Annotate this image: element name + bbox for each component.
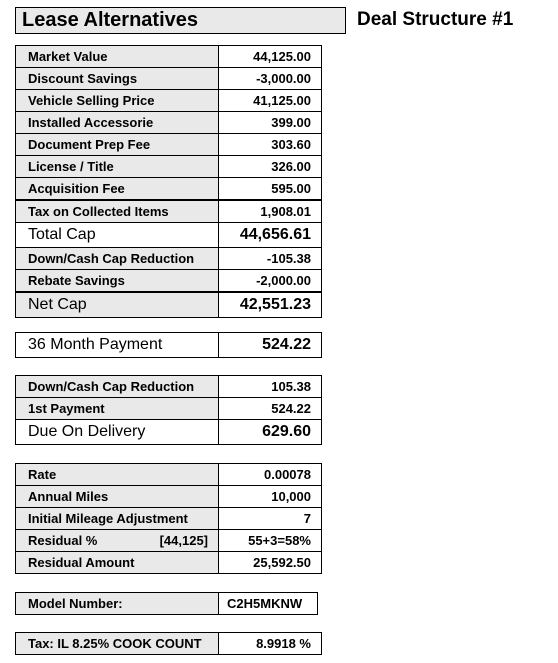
table-row — [16, 200, 322, 223]
tax-value: 8.9918 % — [219, 633, 322, 655]
acquisition-fee-value: 595.00 — [219, 178, 322, 201]
table-row — [16, 156, 322, 178]
table-row — [16, 486, 322, 508]
delivery-down-label: Down/Cash Cap Reduction — [16, 376, 219, 398]
tax-collected-items-value: 1,908.01 — [219, 200, 322, 223]
tax-table — [15, 632, 322, 655]
table-row — [16, 508, 322, 530]
table-row — [16, 292, 322, 318]
annual-miles-label: Annual Miles — [16, 486, 219, 508]
first-payment-label: 1st Payment — [16, 398, 219, 420]
table-row — [16, 46, 322, 68]
first-payment-value: 524.22 — [219, 398, 322, 420]
rate-label: Rate — [16, 464, 219, 486]
table-row — [16, 248, 322, 270]
total-cap-value: 44,656.61 — [219, 223, 322, 248]
residual-percent-label: Residual % — [28, 533, 98, 548]
table-row — [16, 112, 322, 134]
table-row — [16, 68, 322, 90]
acquisition-fee-label: Acquisition Fee — [16, 178, 219, 201]
table-row — [16, 420, 322, 445]
vehicle-selling-price-label: Vehicle Selling Price — [16, 90, 219, 112]
discount-savings-label: Discount Savings — [16, 68, 219, 90]
residual-amount-value: 25,592.50 — [219, 552, 322, 574]
down-cash-cap-reduction-value: -105.38 — [219, 248, 322, 270]
delivery-table — [15, 375, 322, 445]
model-table — [15, 592, 318, 615]
rebate-savings-value: -2,000.00 — [219, 270, 322, 293]
month-payment-label: 36 Month Payment — [16, 333, 219, 358]
table-row — [16, 398, 322, 420]
net-cap-label: Net Cap — [16, 292, 219, 318]
initial-mileage-adjustment-value: 7 — [219, 508, 322, 530]
month-payment-value: 524.22 — [219, 333, 322, 358]
table-row — [16, 90, 322, 112]
market-value-value: 44,125.00 — [219, 46, 322, 68]
delivery-down-value: 105.38 — [219, 376, 322, 398]
residual-percent-cell — [16, 530, 219, 552]
payment-table — [15, 332, 322, 358]
model-number-value: C2H5MKNW — [219, 593, 318, 615]
market-value-label: Market Value — [16, 46, 219, 68]
rate-value: 0.00078 — [219, 464, 322, 486]
table-row — [16, 223, 322, 248]
net-cap-value: 42,551.23 — [219, 292, 322, 318]
table-row — [16, 376, 322, 398]
cap-table — [15, 45, 322, 318]
residual-percent-value: 55+3=58% — [219, 530, 322, 552]
deal-structure-title: Deal Structure #1 — [357, 9, 514, 30]
total-cap-label: Total Cap — [16, 223, 219, 248]
installed-accessorie-value: 399.00 — [219, 112, 322, 134]
license-title-value: 326.00 — [219, 156, 322, 178]
table-row — [16, 633, 322, 655]
table-row — [16, 552, 322, 574]
table-row — [16, 530, 322, 552]
document-prep-fee-label: Document Prep Fee — [16, 134, 219, 156]
table-row — [16, 593, 318, 615]
table-row — [16, 134, 322, 156]
residual-base-amount: [44,125] — [159, 533, 208, 548]
license-title-label: License / Title — [16, 156, 219, 178]
page-title: Lease Alternatives — [15, 7, 346, 34]
discount-savings-value: -3,000.00 — [219, 68, 322, 90]
model-number-label: Model Number: — [16, 593, 219, 615]
installed-accessorie-label: Installed Accessorie — [16, 112, 219, 134]
table-row — [16, 464, 322, 486]
initial-mileage-adjustment-label: Initial Mileage Adjustment — [16, 508, 219, 530]
vehicle-selling-price-value: 41,125.00 — [219, 90, 322, 112]
tax-collected-items-label: Tax on Collected Items — [16, 200, 219, 223]
table-row — [16, 270, 322, 293]
down-cash-cap-reduction-label: Down/Cash Cap Reduction — [16, 248, 219, 270]
rebate-savings-label: Rebate Savings — [16, 270, 219, 293]
residual-amount-label: Residual Amount — [16, 552, 219, 574]
table-row — [16, 333, 322, 358]
tax-label: Tax: IL 8.25% COOK COUNT — [16, 633, 219, 655]
table-row — [16, 178, 322, 201]
due-on-delivery-value: 629.60 — [219, 420, 322, 445]
due-on-delivery-label: Due On Delivery — [16, 420, 219, 445]
terms-table — [15, 463, 322, 574]
annual-miles-value: 10,000 — [219, 486, 322, 508]
document-prep-fee-value: 303.60 — [219, 134, 322, 156]
